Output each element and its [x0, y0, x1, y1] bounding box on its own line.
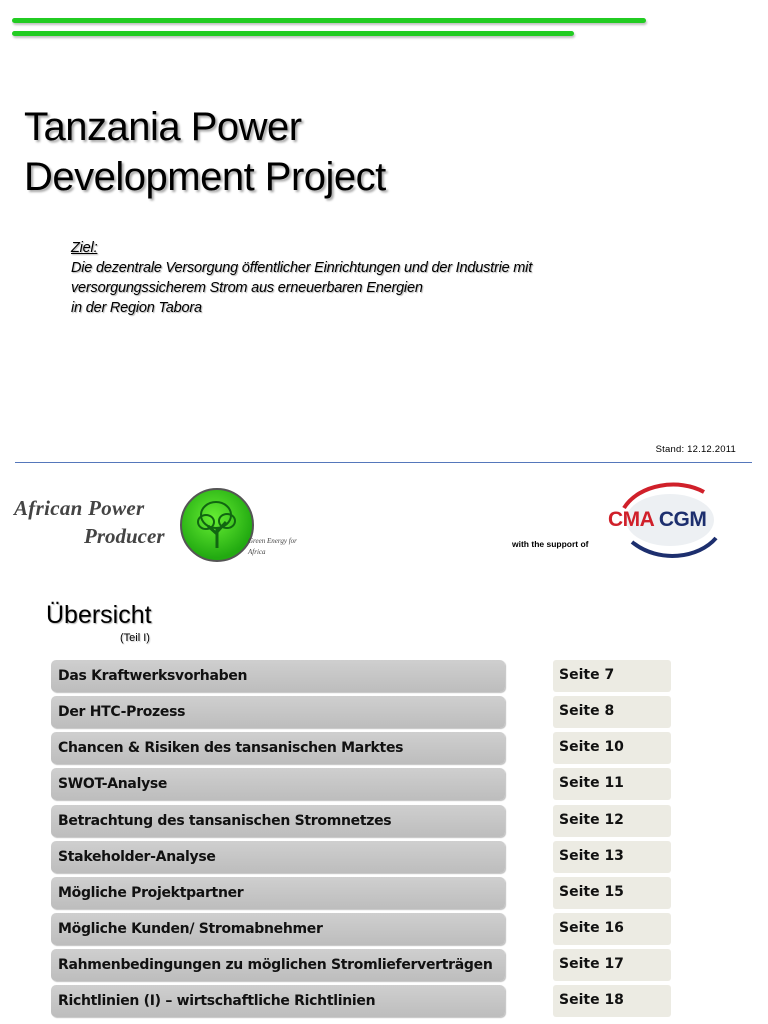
date-stamp: Stand: 12.12.2011 [655, 444, 736, 455]
toc-row [51, 805, 671, 837]
toc-page-link[interactable]: Seite 12 [553, 805, 671, 837]
toc-page-link[interactable]: Seite 11 [553, 768, 671, 800]
toc-page-link[interactable]: Seite 10 [553, 732, 671, 764]
title-line-2: Development Project [24, 155, 386, 199]
toc-page-link[interactable]: Seite 16 [553, 913, 671, 945]
goal-line-2: versorgungssicherem Strom aus erneuerbaren Energien [71, 280, 423, 296]
decorative-green-line-bottom [12, 31, 574, 36]
tagline-line-1: Green Energy for [248, 537, 297, 545]
page-title [24, 102, 386, 202]
toc-row [51, 949, 671, 981]
goal-line-1: Die dezentrale Versorgung öffentlicher Einrichtungen und der Industrie mit [71, 260, 533, 276]
toc-row [51, 841, 671, 873]
toc-item[interactable]: Stakeholder-Analyse [51, 841, 505, 873]
title-line-1: Tanzania Power [24, 105, 302, 149]
overview-subtitle: (Teil I) [120, 632, 150, 644]
toc-item[interactable]: Richtlinien (I) – wirtschaftliche Richtlinien [51, 985, 505, 1017]
toc-page-link[interactable]: Seite 8 [553, 696, 671, 728]
toc-page-link[interactable]: Seite 13 [553, 841, 671, 873]
toc-item[interactable]: Das Kraftwerksvorhaben [51, 660, 505, 692]
cma-cgm-logo [604, 480, 734, 560]
toc-page-link[interactable]: Seite 18 [553, 985, 671, 1017]
goal-statement [71, 238, 532, 318]
cma-wordmark-part-1: CMA [608, 508, 654, 531]
toc-item[interactable]: SWOT-Analyse [51, 768, 505, 800]
toc-row [51, 877, 671, 909]
goal-label: Ziel: [71, 240, 98, 256]
logo-text-line-2: Producer [84, 524, 165, 548]
decorative-green-line-top [12, 18, 646, 23]
divider [15, 462, 752, 463]
logo-tagline [248, 536, 297, 558]
cma-wordmark-part-2: CGM [658, 508, 707, 531]
cma-cgm-wordmark [608, 508, 706, 532]
toc-page-link[interactable]: Seite 15 [553, 877, 671, 909]
overview-title: Übersicht [46, 601, 152, 629]
toc-row [51, 732, 671, 764]
tagline-line-2: Africa [248, 548, 266, 556]
toc-item[interactable]: Mögliche Kunden/ Stromabnehmer [51, 913, 505, 945]
toc-page-link[interactable]: Seite 7 [553, 660, 671, 692]
toc-row [51, 768, 671, 800]
toc-item[interactable]: Mögliche Projektpartner [51, 877, 505, 909]
toc-item[interactable]: Betrachtung des tansanischen Stromnetzes [51, 805, 505, 837]
toc-row [51, 985, 671, 1017]
support-text: with the support of [512, 539, 589, 549]
toc-row [51, 696, 671, 728]
toc-item[interactable]: Der HTC-Prozess [51, 696, 505, 728]
african-power-producer-logo [14, 486, 324, 564]
tree-emblem-icon [180, 488, 254, 562]
goal-line-3: in der Region Tabora [71, 300, 202, 316]
toc-page-link[interactable]: Seite 17 [553, 949, 671, 981]
toc-item[interactable]: Chancen & Risiken des tansanischen Marktes [51, 732, 505, 764]
logo-text-line-1: African Power [14, 496, 145, 520]
toc-item[interactable]: Rahmenbedingungen zu möglichen Stromlieferverträgen [51, 949, 505, 981]
toc-row [51, 913, 671, 945]
toc-row [51, 660, 671, 692]
